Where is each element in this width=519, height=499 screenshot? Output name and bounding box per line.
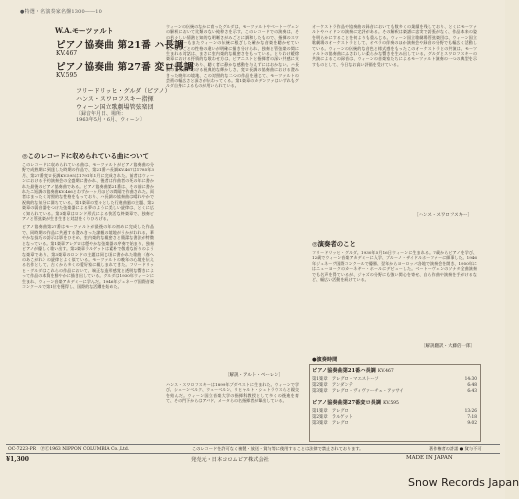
movement-row [312, 389, 477, 395]
credit-orchestra: ウィーン国立歌劇場管弦楽団 [76, 104, 154, 111]
rights-notice: 著作権者の許諾 ● 貸与不可 [429, 446, 482, 451]
liner-text-column-2 [166, 24, 299, 369]
track-work-title-1 [312, 367, 394, 374]
credit-recording-date: 1963年5月・6月、ウィーン〕 [76, 117, 145, 123]
movement-name: 第3楽章 アレグロ [312, 420, 349, 426]
work-title-text: ピアノ協奏曲第27番変ロ長調 [312, 400, 382, 406]
footer-divider [6, 453, 500, 454]
series-label: ●特選・名演奏家名盤1300――10 [20, 9, 103, 15]
work-kv-text: KV.595 [383, 401, 399, 406]
credit-recording: 〔録音年月日、場所： [76, 111, 127, 117]
liner-text-column-2b [166, 382, 299, 438]
movement-time: 13:26 [464, 409, 477, 414]
movement-row [312, 421, 477, 427]
liner-text-column-3 [312, 24, 477, 209]
credit-pianist: フリードリッヒ・グルダ（ピアノ） [76, 88, 171, 95]
liner-paragraph: フリードリッヒ・グルダ。1930年5月16日ウィーンに生まれる。7歳からピアノを学び、12歳でウィーン音楽アカデミーに入学、ブルーノ・ザイドルホーファーに師事した。1946年ジュネーヴ国際コンクールで優勝、翌年からヨーロッパ各地で演奏会を開き、1950年にはニューヨークのカーネギー・ホールにデビューした。ベートーヴェンのソナタ全曲演奏でも名声を得ているが、ジャズの分野にも強い関心を寄せ、自ら作曲や演奏を手がけるなど、幅広い活動を続けている。 [312, 250, 477, 283]
movement-time: 14:30 [464, 377, 477, 382]
copyright-text: ⓅⒸ1963 NIPPON COLUMBIA Co.,Ltd. [40, 447, 130, 452]
work-title-1: ピアノ協奏曲 第21番 ハ長調 [56, 40, 185, 51]
movement-list-1 [312, 377, 477, 395]
translator-credit: 〔解説翻訳・大藤倍一郎〕 [421, 344, 475, 349]
publisher: 発売元・日本コロムビア株式会社 [191, 457, 269, 463]
movement-name: 第2楽章 アンダンテ [312, 382, 354, 388]
column-author: 〔ハンス・スワロフスキー〕 [414, 213, 473, 218]
work-kv-2: KV.595 [56, 72, 78, 79]
liner-paragraph: ハンス・スワロフスキーは1899年ブダペストに生まれた。ウィーンで学び、シェーンベルク、ウェーベルン、リヒャルト・シュトラウスらと親交を結んだ。ウィーン国立音楽大学の指揮科教授として多くの後進を育て、その門下からはアバド、メータらの名指揮者が輩出している。 [166, 382, 299, 404]
movement-time: 7:18 [467, 414, 477, 420]
performer-text [312, 250, 477, 340]
track-work-title-2 [312, 399, 399, 406]
price: ¥1,300 [6, 456, 29, 463]
catalog-text: OC-7223-PR [8, 447, 37, 452]
liner-paragraph: オーケストラ作品や協奏曲の録音においても数多くの業績を残しており、とくにモーツァルトやハイドンの演奏に定評がある。その解釈は楽譜に忠実で誇張がなく、作品本来の姿を明らかにすることを何よりも重んじる。ウィーン国立歌劇場管弦楽団は、ウィーン国立歌劇場のオーケストラとして、オペラの伴奏のほか演奏会や録音の分野でも幅広く活動している。ウィーンの伝統的な音色と様式感をもったこのオーケストラとの共演は、モーツァルトの協奏曲にふさわしい柔らかな響きを生み出している。グルダとスワロフスキーの共演によるこの録音は、ウィーンの音楽家たちによるモーツァルト演奏の一つの典型を示すものとして、今日なお高い評価を受けている。 [312, 24, 477, 67]
credit-conductor: ハンス・スワロフスキー指揮 [76, 96, 154, 103]
movement-list-2 [312, 409, 477, 427]
composer-name: W.A.モーツァルト [55, 26, 114, 35]
movement-time: 9:02 [467, 420, 477, 426]
liner-author: 〔解説・アルト・ベーレン〕 [225, 373, 284, 378]
liner-paragraph: このレコードに収められている曲は、モーツァルトがピアノ協奏曲の分野で成熟期に到達した時期の作品で、第21番ハ長調KV.467は1785年3月、第27番変ロ長調KV.595は1791年1月に完成された。前者はウィーンにおける予約演奏会の全盛期に書かれ、後者は作曲者の死の年に書かれた最後のピアノ協奏曲である。ピアノ協奏曲第21番は、その前に書かれたニ短調の協奏曲KV.466とわずか一ヶ月ほどの間隔で作曲された。両者はまったく対照的な性格をもっており、ハ長調の協奏曲は晴れやかで祝典的な気分に満ちている。第1楽章の堂々とした行進曲風の主題、第2楽章の弱音器をつけた弦楽器による夢のように美しい旋律は、とくに広く知られている。第3楽章はロンド形式による快活な終楽章で、独奏ピアノと管弦楽が生き生きと対話をくりひろげる。 [22, 162, 154, 222]
movement-name: 第2楽章 ラルゲット [312, 414, 354, 420]
liner-paragraph: ピアノ協奏曲第27番はモーツァルトが最後の年の初めに完成した作品で、同時期の作品に共通する澄みきった諦観の境地がうかがわれる。華やかな技巧の誇示は影をひそめ、室内楽的な親密さと簡潔な書法が特徴となっている。第1楽章アレグロは穏やかな弦楽器の序奏で始まり、独奏ピアノが優しく歌い出す。第2楽章ラルゲットは素朴で敬虔な祈りのような楽章であり、第3楽章のロンドの主題は同じ頃に書かれた歌曲〈春へのあこがれ〉の旋律とよく似ている。モーツァルトの晩年の心境を伝える名作として、古くから多くの愛好家に親しまれてきた。フリードリッヒ・グルダはこれらの作品において、端正な造形感覚と透明な響きによって作品の本質を鮮やかに描き出している。グルダは1930年ウィーンに生まれ、ウィーン音楽アカデミーに学んだ。1946年ジュネーヴ国際音楽コンクールで第1位を獲得し、国際的な活躍を始めた。 [22, 224, 154, 289]
movement-name: 第3楽章 アレグロ・ヴィヴァーチェ・アッサイ [312, 388, 404, 394]
liner-paragraph: ウィーンの伝統のなかに育ったグルダは、モーツァルトやベートーヴェンの解釈において比類のない純粋さを示す。このレコードでの演奏は、その若々しい情熱と知的な明晰さがみごとに調和したもので、指揮のスワロフスキーもまたウィーンの伝統に根ざした確かな音楽を聴かせている。楽章ごとの性格の違いが明確に描き分けられ、独奏と管弦楽の間に生まれる対話は、まさに室内楽的な親密さをもっている。とりわけ緩徐楽章における抒情的な歌わせ方は、ピアニストと指揮者の深い共感に支えられたものであり、聴く者に静かな感動を与えずにはおかない。ハ長調の協奏曲における祝典的な輝かしさ、変ロ長調の協奏曲における澄みきった晩年の境地、この対照的な二つの作品を通じて、モーツァルトの芸術の幅広さと深さが伝わってくる。第1楽章のカデンツァはいずれもグルダ自身によるものが用いられている。 [166, 24, 299, 89]
movement-time: 6:43 [467, 388, 477, 394]
work-title-2: ピアノ協奏曲 第27番 変ロ長調 [56, 62, 194, 73]
made-in-japan: MADE IN JAPAN [406, 455, 453, 461]
copy-notice: このレコードを許可なく複製・放送・貸与等に使用することは法律で禁止されております。 [192, 446, 364, 451]
liner-section-title: ◎このレコードに収められている曲について [22, 152, 149, 160]
movement-name: 第1楽章 アレグロ・マエストーソ [312, 377, 379, 382]
work-kv-1: KV.467 [56, 50, 78, 57]
contents-title: ●演奏時間 [312, 357, 338, 363]
liner-text-column-1 [22, 162, 154, 440]
work-kv-text: KV.467 [377, 369, 394, 374]
movement-name: 第1楽章 アレグロ [312, 409, 349, 414]
footer-divider [6, 444, 500, 445]
performer-section-title: ◎演奏者のこと [312, 240, 356, 248]
store-watermark: Snow Records Japan [408, 476, 519, 489]
work-title-text: ピアノ協奏曲第21番ハ長調 [312, 368, 376, 374]
movement-time: 6:48 [467, 382, 477, 388]
catalog-number [8, 446, 129, 452]
